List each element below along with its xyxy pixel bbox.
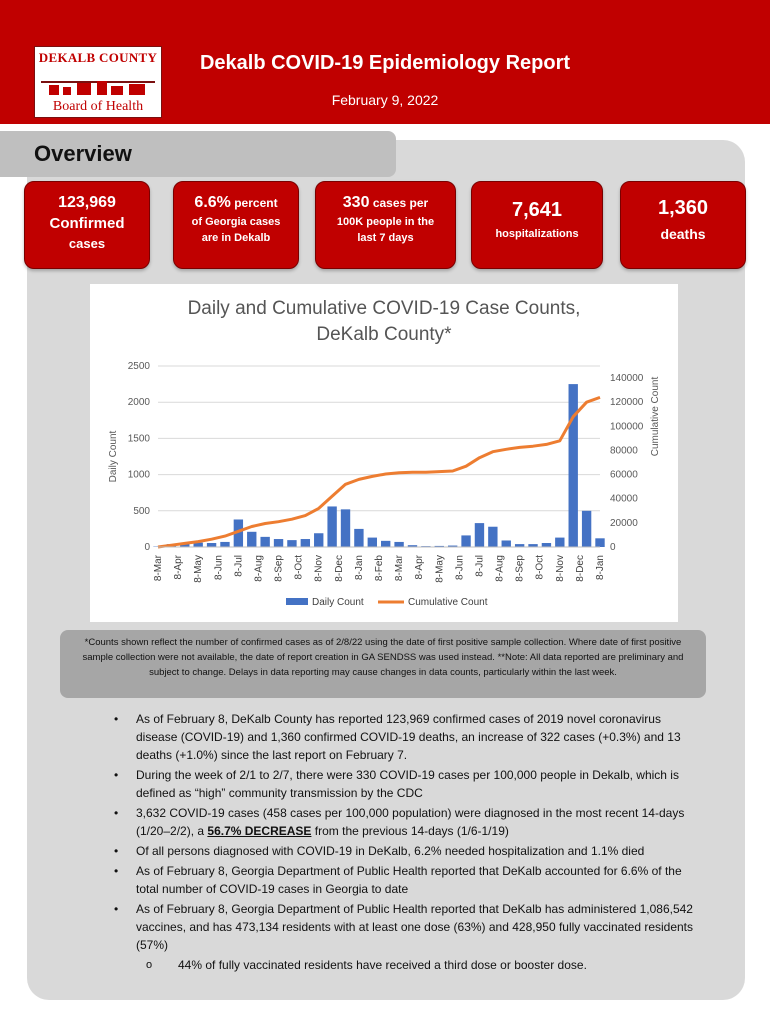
daily-count-bar	[354, 529, 363, 547]
y-tick-label: 1500	[127, 433, 150, 445]
daily-count-bar	[247, 532, 256, 547]
x-tick-label: 8-May	[434, 555, 446, 583]
x-tick-label: 8-Oct	[534, 555, 546, 580]
daily-count-bar	[595, 538, 604, 547]
y-tick-label: 2500	[127, 361, 150, 372]
y-tick-label: 0	[144, 542, 150, 553]
logo-top-text: DEKALB COUNTY	[38, 50, 158, 65]
sub-bullet-item: o 44% of fully vaccinated residents have received a third dose or booster dose.	[110, 956, 700, 974]
daily-count-bar	[475, 523, 484, 547]
daily-count-bar	[260, 537, 269, 547]
y2-axis-label: Cumulative Count	[650, 376, 661, 457]
daily-count-bar	[327, 506, 336, 547]
bullet-item: • As of February 8, DeKalb County has reported 123,969 confirmed cases of 2019 novel coronavirus disease (COVID-19) and 1,360 confirmed COVID-19 deaths, an increase of 322 cases (+0.3%) and 13 deaths (+1.0%) since the last report on February 7.	[110, 710, 700, 764]
bullet-item: • Of all persons diagnosed with COVID-19 in DeKalb, 6.2% needed hospitalization and 1.1% died	[110, 842, 700, 860]
georgia-percent-value: 6.6%	[194, 194, 231, 211]
x-tick-label: 8-Aug	[253, 555, 265, 582]
legend-daily-label: Daily Count	[312, 597, 364, 608]
x-tick-label: 8-Jun	[213, 555, 225, 581]
y2-tick-label: 80000	[610, 445, 638, 457]
deaths-label: deaths	[660, 226, 706, 242]
georgia-percent-suffix: percent	[230, 196, 278, 210]
georgia-percent-line3: are in Dekalb	[201, 232, 271, 244]
chart-footnote: *Counts shown reflect the number of confirmed cases as of 2/8/22 using the date of first positive sample collection. Where date of first positive sample collection were not available, the date of report creation in GA SENDSS was used instead. **Note: All data reported are preliminary and subject to change. Delays in data reporting may cause changes in data counts, particularly within the last week.	[60, 630, 706, 698]
cases-per-100k-line2: 100K people in the	[336, 216, 435, 228]
x-tick-label: 8-Mar	[394, 555, 406, 582]
hospitalizations-label: hospitalizations	[495, 228, 579, 240]
confirmed-cases-value: 123,969	[58, 194, 116, 211]
daily-count-bar	[341, 509, 350, 547]
logo-bottom-text: Board of Health	[52, 99, 144, 114]
case-count-chart	[90, 284, 678, 622]
x-tick-label: 8-Jan	[353, 555, 365, 581]
georgia-percent-line2: of Georgia cases	[191, 216, 281, 228]
daily-count-bar	[488, 527, 497, 547]
confirmed-cases-label-2: cases	[68, 236, 106, 251]
y2-tick-label: 60000	[610, 469, 638, 481]
x-tick-label: 8-Mar	[153, 555, 164, 582]
x-tick-label: 8-Jul	[474, 555, 486, 577]
legend-cumulative-label: Cumulative Count	[408, 597, 488, 608]
cases-per-100k-card	[315, 181, 456, 269]
georgia-percent-card	[173, 181, 299, 269]
bullet-item	[110, 804, 700, 840]
confirmed-cases-label: Confirmed	[49, 215, 125, 232]
daily-count-bar	[502, 540, 511, 547]
x-tick-label: 8-Nov	[554, 555, 566, 582]
y2-tick-label: 40000	[610, 493, 638, 505]
daily-count-bar	[461, 535, 470, 547]
chart-plot	[90, 284, 678, 622]
cumulative-count-line	[158, 397, 600, 547]
x-tick-label: 8-Jun	[454, 555, 466, 581]
hospitalizations-value: 7,641	[511, 199, 563, 221]
daily-count-bar	[569, 384, 578, 547]
summary-bullets	[110, 710, 700, 976]
x-tick-label: 8-Dec	[574, 555, 586, 582]
x-tick-label: 8-Nov	[313, 555, 325, 582]
daily-count-bar	[394, 542, 403, 547]
bullet-text: 3,632 COVID-19 cases (458 cases per 100,000 population) were diagnosed in the most recent 14-days (1/20–2/2), a	[136, 806, 685, 838]
x-tick-label: 8-Jan	[595, 555, 606, 581]
daily-count-bar	[381, 541, 390, 547]
report-title: Dekalb COVID-19 Epidemiology Report	[199, 52, 571, 74]
daily-count-bar	[314, 533, 323, 547]
x-tick-label: 8-Apr	[173, 555, 185, 580]
cases-per-100k-suffix: cases per	[369, 196, 429, 210]
chart-title-line2: DeKalb County*	[316, 324, 452, 345]
x-tick-label: 8-Oct	[293, 555, 305, 580]
x-tick-label: 8-Sep	[514, 555, 526, 582]
deaths-value: 1,360	[657, 197, 709, 219]
daily-count-bar	[287, 540, 296, 547]
confirmed-cases-card	[24, 181, 150, 269]
y2-tick-label: 100000	[610, 421, 644, 433]
bullet-item: • As of February 8, Georgia Department of Public Health reported that DeKalb has administered 1,086,542 vaccines, and has 473,134 residents with at least one dose (63%) and 428,950 fully vaccinated residents (57%)	[110, 900, 700, 954]
cases-per-100k-line3: last 7 days	[357, 232, 414, 244]
daily-count-bar	[220, 542, 229, 547]
x-tick-label: 8-Jul	[233, 555, 245, 577]
bullet-item: • As of February 8, Georgia Department of Public Health reported that DeKalb accounted for 6.6% of the total number of COVID-19 cases in Georgia to date	[110, 862, 700, 898]
y-tick-label: 500	[133, 505, 150, 517]
daily-count-bar	[207, 543, 216, 547]
dekalb-board-of-health-logo	[34, 46, 162, 118]
daily-count-bar	[301, 539, 310, 547]
cases-per-100k-value: 330	[342, 194, 370, 211]
y2-tick-label: 140000	[610, 373, 644, 385]
y-axis-label: Daily Count	[108, 430, 119, 483]
x-tick-label: 8-Apr	[414, 555, 426, 580]
daily-count-bar	[582, 511, 591, 547]
y-tick-label: 1000	[127, 469, 150, 481]
deaths-card	[620, 181, 746, 269]
legend-daily-swatch	[286, 598, 308, 605]
y2-tick-label: 20000	[610, 517, 638, 529]
hospitalizations-card	[471, 181, 603, 269]
y2-tick-label: 0	[610, 542, 616, 553]
daily-count-bar	[555, 538, 564, 547]
bullet-text: from the previous 14-days (1/6-1/19)	[311, 824, 509, 838]
y-tick-label: 2000	[127, 397, 150, 409]
x-tick-label: 8-May	[193, 555, 205, 583]
daily-count-bar	[274, 539, 283, 547]
overview-label: Overview	[34, 141, 132, 166]
skyline-icon	[41, 67, 155, 97]
bullet-item: • During the week of 2/1 to 2/7, there were 330 COVID-19 cases per 100,000 people in Dekalb, which is defined as “high” community transmission by the CDC	[110, 766, 700, 802]
chart-title-line1: Daily and Cumulative COVID-19 Case Counts,	[187, 298, 581, 319]
y2-tick-label: 120000	[610, 397, 644, 409]
decrease-highlight: 56.7% DECREASE	[207, 824, 312, 838]
daily-count-bar	[542, 543, 551, 547]
daily-count-bar	[368, 538, 377, 547]
report-date: February 9, 2022	[331, 92, 439, 108]
x-tick-label: 8-Sep	[273, 555, 285, 582]
x-tick-label: 8-Aug	[494, 555, 506, 582]
overview-tab	[0, 131, 396, 177]
x-tick-label: 8-Feb	[374, 555, 385, 582]
x-tick-label: 8-Dec	[333, 555, 345, 582]
